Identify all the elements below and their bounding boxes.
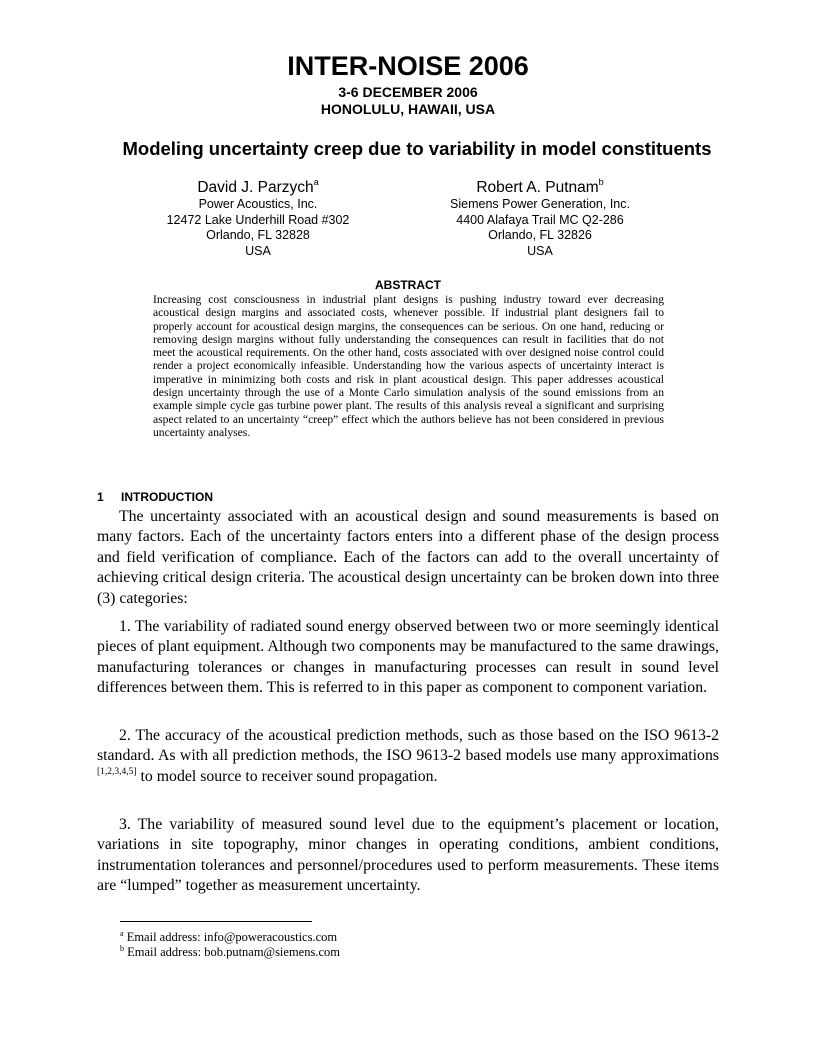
author-mark: a [313, 177, 319, 187]
citation-refs: [1,2,3,4,5] [97, 766, 137, 777]
author-name: Robert A. Putnam$^b$ [476, 177, 604, 196]
abstract-text: Increasing cost consciousness in industrial plant designs is pushing industry toward ever decreasing acoustical design margins and associated costs, whenever possible. If industrial plant designers fail to properly account for acoustical design margins, the consequences can be serious. On one hand, reducing or removing design margins without fully understanding the consequences can result in facilities that do not meet the acoustical requirements. On the other hand, costs associated with over designed noise control could render a project economically infeasible. Understanding how the various aspects of uncertainty interact is imperative in minimizing both costs and risk in plant acoustical design. This paper addresses acoustical design uncertainty through the use of a Monte Carlo simulation analysis of the sound emissions from an example simple cycle gas turbine power plant. The results of this analysis reveal a significant and surprising aspect related to an uncertainty “creep” effect which the authors believe has not been considered in previous uncertainty analyses. [153, 293, 664, 439]
abstract-heading: ABSTRACT [375, 278, 441, 292]
author-address: 4400 Alafaya Trail MC Q2-286 [456, 212, 624, 227]
author-block-2 [390, 178, 690, 259]
paragraph-1: The uncertainty associated with an acoustical design and sound measurements is based on many factors. Each of the uncertainty factors enters into a different phase of the design process and field verification of compliance. Each of the factors can add to the overall uncertainty of achieving critical design criteria. The acoustical design uncertainty can be broken down into three (3) categories: [97, 508, 719, 607]
paragraph-2: 1. The variability of radiated sound energy observed between two or more seemingly identical pieces of plant equipment. Although two components may be manufactured to the same drawings, manufacturing tolerances or changes in manufacturing processes can result in sound level differences between them. This is referred to in this paper as component to component variation. [97, 618, 719, 697]
conference-title: INTER-NOISE 2006 [287, 51, 529, 81]
author-country: USA [527, 243, 553, 258]
paragraph-3: 2. The accuracy of the acoustical prediction methods, such as those based on the ISO 9613-2 standard. As with all prediction methods, the ISO 9613-2 based models use many approximations [1,2,3,4,5] to model source to receiver sound propagation. [97, 727, 719, 785]
author-name: David J. Parzych$^a$ [197, 177, 319, 196]
conference-location: HONOLULU, HAWAII, USA [320, 101, 496, 117]
paper-title: Modeling uncertainty creep due to variability in model constituents [122, 138, 712, 159]
section-heading [97, 490, 213, 504]
author-country: USA [245, 243, 271, 258]
section-title: INTRODUCTION [121, 490, 213, 504]
author-affiliation: Power Acoustics, Inc. [198, 197, 318, 211]
author-city: Orlando, FL 32828 [206, 228, 310, 242]
author-city: Orlando, FL 32826 [488, 228, 592, 242]
footnote-divider [120, 921, 312, 922]
footnote-a: $^a$ Email address: info@poweracoustics.com [120, 929, 338, 944]
conference-dates: 3-6 DECEMBER 2006 [338, 84, 478, 100]
author-address: 12472 Lake Underhill Road #302 [166, 212, 350, 227]
author-block-1 [108, 178, 408, 259]
footnote-b: $^b$ Email address: bob.putnam@siemens.com [120, 944, 340, 959]
paragraph-4: 3. The variability of measured sound level due to the equipment’s placement or location, variations in site topography, minor changes in operating conditions, ambient conditions, instrumentation tolerances and personnel/procedures used to perform measurements. These items are “lumped” together as measurement uncertainty. [97, 816, 719, 895]
author-affiliation: Siemens Power Generation, Inc. [450, 197, 630, 211]
author-mark: b [598, 177, 604, 187]
section-number: 1 [97, 490, 104, 504]
